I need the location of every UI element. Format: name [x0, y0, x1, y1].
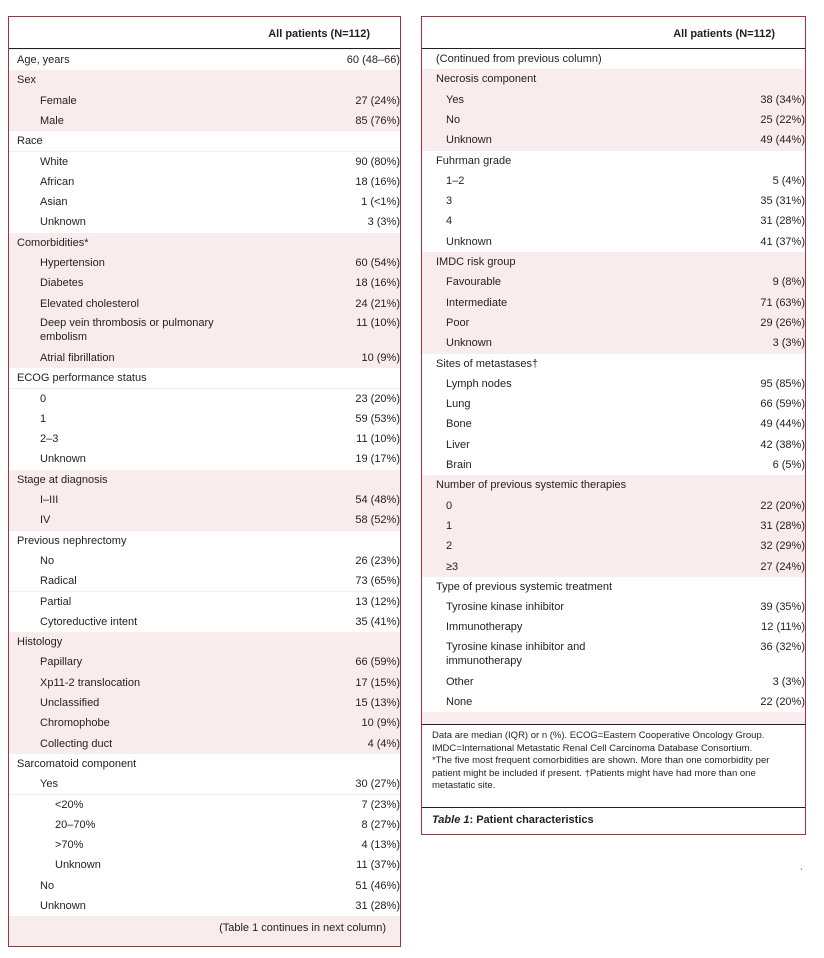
row-label: Unknown	[446, 337, 492, 350]
table-row	[422, 672, 805, 692]
row-value: 85 (76%)	[355, 114, 400, 127]
row-value: 17 (15%)	[355, 676, 400, 689]
row-label: 2–3	[40, 433, 59, 446]
row-value: 90 (80%)	[355, 155, 400, 168]
row-label: Histology	[17, 636, 63, 649]
row-label: None	[446, 696, 473, 708]
table-row	[422, 151, 805, 171]
row-label: Fuhrman grade	[436, 154, 512, 167]
table-row	[422, 617, 805, 637]
row-label: Bone	[446, 418, 472, 431]
row-label: Unknown	[40, 453, 86, 466]
table-row	[422, 293, 805, 313]
row-label: Elevated cholesterol	[40, 297, 140, 310]
row-value: 39 (35%)	[760, 601, 805, 614]
row-label: Xp11-2 translocation	[40, 676, 141, 689]
table-row	[9, 192, 400, 212]
table-row	[9, 172, 400, 192]
column-header-row	[9, 17, 400, 49]
table-row	[9, 592, 400, 612]
table-row	[9, 774, 400, 794]
table-row	[422, 191, 805, 211]
row-label: Partial	[40, 595, 72, 608]
column-header-all-patients: All patients (N=112)	[268, 28, 370, 40]
row-value: 42 (38%)	[760, 438, 805, 451]
row-label: Race	[17, 135, 43, 148]
table-row	[9, 91, 400, 111]
table-row	[422, 475, 805, 495]
table-row	[9, 111, 400, 131]
row-value: 12 (11%)	[761, 621, 805, 634]
row-value: 10 (9%)	[361, 717, 400, 730]
row-label: 1	[446, 519, 453, 532]
table-row	[9, 754, 400, 774]
table-row	[9, 314, 400, 348]
row-label: Asian	[40, 196, 68, 209]
row-label: Sarcomatoid component	[17, 757, 137, 770]
row-value: 60 (54%)	[355, 257, 400, 269]
row-value: 5 (4%)	[772, 174, 805, 187]
row-label: 4	[446, 215, 453, 228]
row-label: 0	[446, 499, 453, 512]
table-row	[9, 470, 400, 490]
table-row	[9, 273, 400, 293]
row-value: 35 (41%)	[355, 615, 400, 628]
row-value: 36 (32%)	[760, 640, 805, 653]
row-value: 35 (31%)	[760, 195, 805, 208]
row-label: 3	[446, 195, 453, 208]
row-label: White	[40, 155, 69, 168]
row-value: 18 (16%)	[355, 277, 400, 290]
row-label: Tyrosine kinase inhibitor and immunotherapy	[446, 640, 586, 667]
row-label: Yes	[446, 93, 464, 106]
row-value: 4 (4%)	[367, 737, 400, 750]
table-row	[9, 632, 400, 652]
row-value: 6 (5%)	[772, 459, 805, 471]
row-label: Type of previous systemic treatment	[436, 580, 613, 593]
table-row	[422, 354, 805, 374]
row-value: 13 (12%)	[355, 595, 400, 608]
row-value: 49 (44%)	[760, 134, 805, 147]
row-label: Yes	[40, 778, 58, 791]
row-value: 71 (63%)	[760, 296, 805, 309]
table-row	[422, 597, 805, 617]
column-header-all-patients: All patients (N=112)	[673, 28, 775, 40]
row-label: Male	[40, 114, 64, 127]
row-value: 66 (59%)	[355, 656, 400, 669]
table-row	[422, 69, 805, 89]
table-row	[9, 70, 400, 90]
table-row	[422, 232, 805, 252]
row-value: 26 (23%)	[355, 554, 400, 567]
row-label: Female	[40, 94, 77, 107]
row-value: 23 (20%)	[355, 392, 400, 405]
table-row	[9, 673, 400, 693]
row-value: 66 (59%)	[760, 398, 805, 411]
table-row	[9, 368, 400, 388]
row-value: 4 (13%)	[361, 839, 400, 852]
table-row	[9, 449, 400, 469]
table-row	[422, 496, 805, 516]
continues-note: (Table 1 continues in next column)	[219, 922, 386, 934]
row-value: 11 (10%)	[356, 316, 400, 329]
row-value: 11 (37%)	[356, 859, 400, 872]
table-footnotes	[422, 724, 805, 815]
table-row	[422, 455, 805, 475]
table-row	[422, 211, 805, 231]
row-value: 31 (28%)	[760, 215, 805, 228]
table-row	[422, 414, 805, 434]
table-row	[422, 130, 805, 150]
table-row	[422, 333, 805, 353]
table-row	[422, 374, 805, 394]
table-row	[9, 835, 400, 855]
row-label: 1–2	[446, 174, 465, 187]
row-value: 31 (28%)	[355, 900, 400, 912]
row-value: 24 (21%)	[355, 297, 400, 310]
row-label: No	[40, 554, 55, 567]
table-row	[422, 557, 805, 577]
row-value: 32 (29%)	[760, 540, 805, 553]
table-row	[9, 734, 400, 754]
table-left-column	[8, 16, 401, 947]
row-value: 38 (34%)	[760, 93, 805, 106]
row-label: Necrosis component	[436, 73, 537, 86]
footnote-abbreviations: Data are median (IQR) or n (%). ECOG=Eastern Cooperative Oncology Group. IMDC=International Metastatic Renal Cell Carcinoma Database Consortium.	[432, 730, 765, 754]
row-label: Other	[446, 675, 474, 688]
row-value: 22 (20%)	[760, 499, 805, 512]
row-label: Papillary	[40, 656, 83, 669]
table-row	[9, 389, 400, 409]
table-row	[422, 435, 805, 455]
row-label: (Continued from previous column)	[436, 53, 602, 65]
table-caption	[422, 807, 805, 834]
row-label: Immunotherapy	[446, 621, 523, 634]
row-value: 59 (53%)	[355, 412, 400, 425]
row-label: Unknown	[55, 859, 101, 872]
row-value: 54 (48%)	[355, 494, 400, 506]
row-label: Favourable	[446, 276, 502, 289]
table-row	[422, 313, 805, 333]
table-row	[9, 233, 400, 253]
table-row	[422, 252, 805, 272]
row-value: 30 (27%)	[355, 778, 400, 791]
column-header-row	[422, 17, 805, 49]
row-value: 3 (3%)	[772, 675, 805, 688]
row-label: 2	[446, 540, 453, 553]
table-row	[9, 855, 400, 875]
table-row	[9, 531, 400, 551]
row-label: ECOG performance status	[17, 372, 147, 385]
row-value: 95 (85%)	[760, 377, 805, 390]
table-row	[9, 490, 400, 510]
table-row	[9, 896, 400, 916]
row-label: Lymph nodes	[446, 377, 512, 390]
row-label: Radical	[40, 575, 77, 588]
row-label: No	[40, 879, 55, 892]
row-label: Liver	[446, 438, 470, 451]
table-row	[9, 815, 400, 835]
table-row	[9, 693, 400, 713]
table-right-column	[421, 16, 806, 835]
row-value: 27 (24%)	[355, 94, 400, 107]
row-label: No	[446, 113, 461, 126]
row-value: 73 (65%)	[355, 575, 400, 588]
row-value: 3 (3%)	[367, 216, 400, 229]
table-row	[422, 638, 805, 672]
table-row	[9, 429, 400, 449]
table-row	[9, 571, 400, 591]
table-row	[9, 131, 400, 151]
row-label: <20%	[55, 798, 84, 811]
row-label: IMDC risk group	[436, 256, 516, 268]
table-row	[9, 876, 400, 896]
row-label: Unclassified	[40, 697, 100, 709]
table-row	[9, 348, 400, 368]
table-row	[422, 49, 805, 69]
row-label: Age, years	[17, 54, 70, 66]
table-row	[9, 409, 400, 429]
row-value: 10 (9%)	[361, 351, 400, 364]
row-label: Cytoreductive intent	[40, 615, 138, 628]
row-label: Previous nephrectomy	[17, 534, 127, 547]
table-row	[422, 90, 805, 110]
table-row	[9, 510, 400, 530]
row-value: 11 (10%)	[356, 433, 400, 446]
footnote-symbols: *The five most frequent comorbidities are shown. More than one comorbidity per patient might be included if present. †Patients might have had more than one metastatic site.	[432, 755, 770, 791]
row-label: Intermediate	[446, 296, 508, 309]
row-label: 20–70%	[55, 818, 96, 831]
table-row	[422, 577, 805, 597]
table-row	[422, 516, 805, 536]
table-row	[9, 652, 400, 672]
row-label: African	[40, 175, 75, 188]
table-row	[9, 152, 400, 172]
row-value: 51 (46%)	[355, 879, 400, 892]
row-label: Stage at diagnosis	[17, 473, 108, 486]
row-label: Poor	[446, 316, 470, 329]
table-row	[422, 536, 805, 556]
row-value: 31 (28%)	[760, 519, 805, 532]
row-value: 41 (37%)	[760, 235, 805, 248]
row-label: Chromophobe	[40, 717, 110, 730]
table-row	[422, 394, 805, 414]
row-value: 27 (24%)	[760, 560, 805, 573]
row-label: Unknown	[40, 216, 86, 229]
table-row	[422, 110, 805, 130]
row-label: Hypertension	[40, 257, 105, 269]
row-value: 1 (<1%)	[361, 196, 400, 209]
row-label: 1	[40, 412, 47, 425]
table-row	[422, 272, 805, 292]
table-row	[9, 795, 400, 815]
row-label: IV	[40, 514, 51, 527]
row-label: 0	[40, 392, 47, 405]
row-label: Comorbidities*	[17, 236, 89, 249]
row-value: 19 (17%)	[355, 453, 400, 466]
row-label: Unknown	[446, 235, 492, 248]
row-value: 49 (44%)	[760, 418, 805, 431]
table-row	[9, 713, 400, 733]
row-value: 22 (20%)	[760, 696, 805, 708]
table-row	[9, 50, 400, 70]
row-value: 7 (23%)	[361, 798, 400, 811]
row-label: Sex	[17, 74, 36, 87]
row-value: 29 (26%)	[760, 316, 805, 329]
caption-text: : Patient characteristics	[469, 814, 594, 826]
table-row	[9, 294, 400, 314]
row-value: 60 (48–66)	[346, 54, 400, 66]
caption-label: Table 1	[432, 814, 470, 826]
table-row	[9, 612, 400, 632]
row-label: ≥3	[446, 560, 459, 573]
row-value: 9 (8%)	[772, 276, 805, 289]
row-value: 8 (27%)	[361, 818, 400, 831]
row-label: Unknown	[40, 900, 86, 912]
row-value: 25 (22%)	[760, 113, 805, 126]
row-label: Lung	[446, 398, 471, 411]
row-label: Tyrosine kinase inhibitor	[446, 601, 565, 614]
row-value: 3 (3%)	[772, 337, 805, 350]
row-label: Atrial fibrillation	[40, 351, 115, 364]
row-label: Deep vein thrombosis or pulmonary embolism	[40, 316, 214, 343]
row-label: I–III	[40, 494, 59, 506]
table-row	[422, 171, 805, 191]
row-label: Collecting duct	[40, 737, 113, 750]
row-label: Brain	[446, 459, 472, 471]
table-row	[9, 212, 400, 232]
table-row	[422, 692, 805, 712]
row-label: >70%	[55, 839, 84, 852]
row-label: Diabetes	[40, 277, 84, 290]
table-row	[9, 551, 400, 571]
row-label: Unknown	[446, 134, 492, 147]
stray-mark: ˎ	[800, 860, 804, 871]
row-label: Number of previous systemic therapies	[436, 479, 627, 492]
row-value: 18 (16%)	[355, 175, 400, 188]
table-row	[9, 253, 400, 273]
row-value: 58 (52%)	[355, 514, 400, 527]
row-label: Sites of metastases†	[436, 357, 539, 370]
row-value: 15 (13%)	[355, 697, 400, 709]
